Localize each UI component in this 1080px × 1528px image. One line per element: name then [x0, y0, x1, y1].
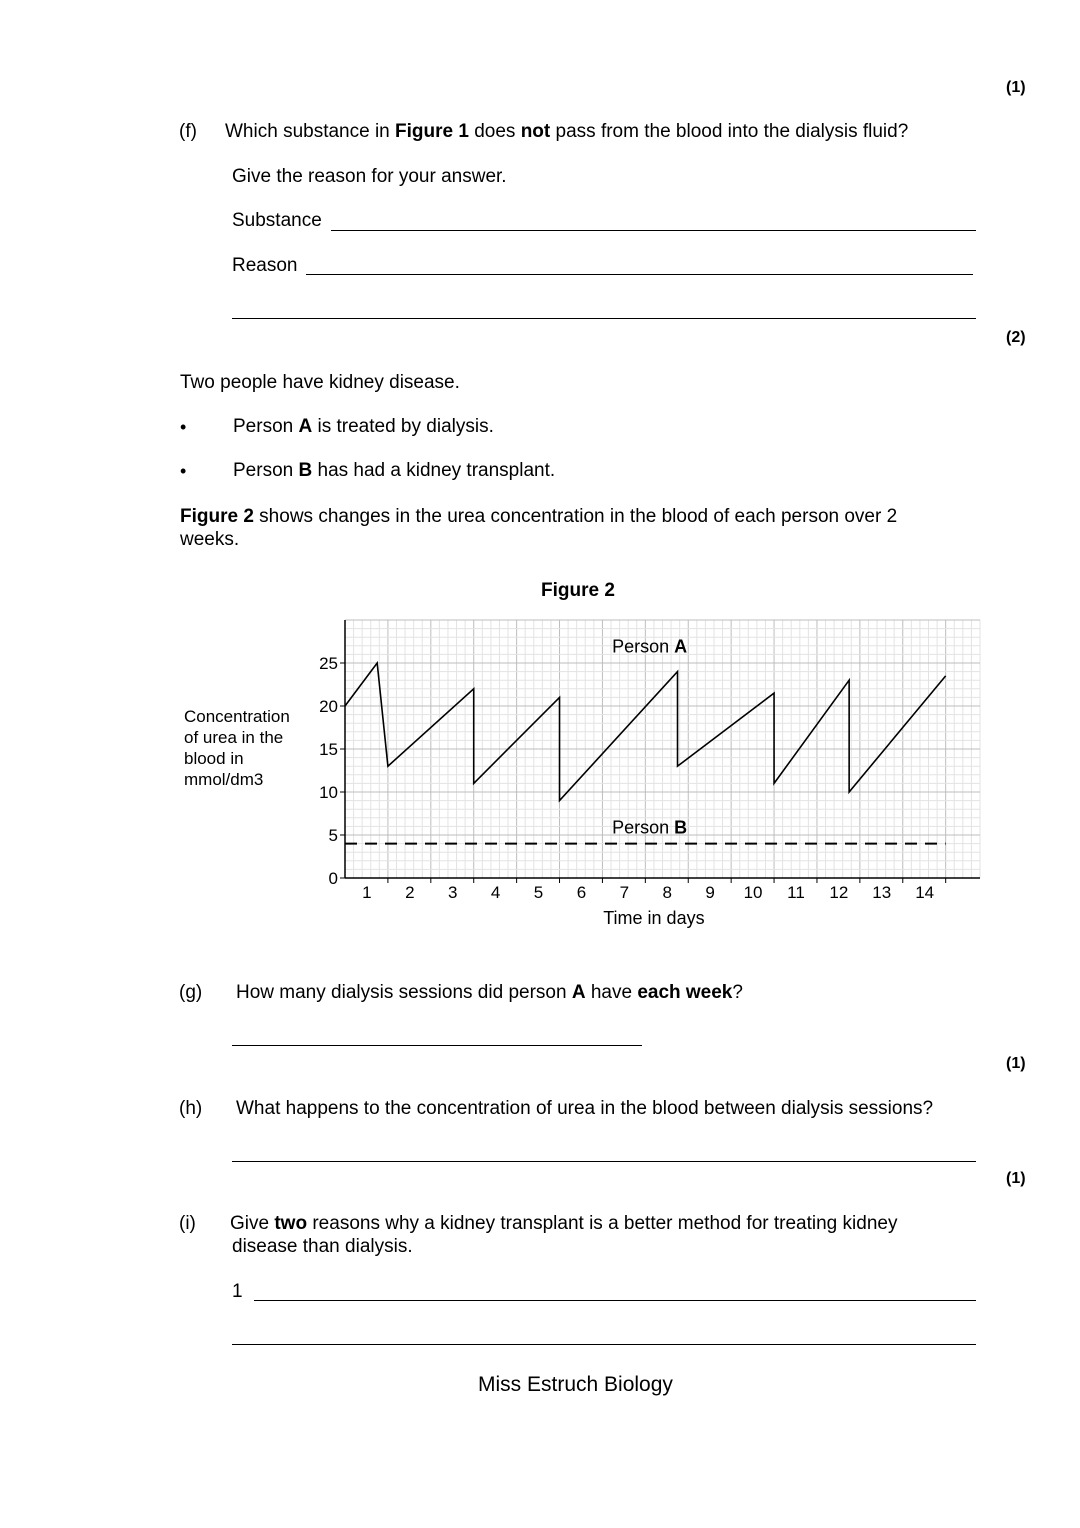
- y-axis-label-line: mmol/dm3: [184, 770, 264, 789]
- reason-answer-line-1[interactable]: [306, 274, 973, 275]
- y-axis-label-line: blood in: [184, 749, 244, 768]
- series-label-person-b: Person B: [612, 817, 688, 838]
- question-f-label: (f): [179, 121, 197, 142]
- x-tick-label: 11: [787, 883, 805, 902]
- intro-line: Two people have kidney disease.: [180, 372, 460, 393]
- x-axis-label: Time in days: [603, 908, 705, 928]
- y-tick-label: 5: [328, 826, 338, 845]
- question-i-text-cont: disease than dialysis.: [232, 1236, 413, 1257]
- substance-answer-line[interactable]: [331, 230, 976, 231]
- y-tick-label: 20: [319, 697, 338, 716]
- question-i-answer-line-1[interactable]: [254, 1300, 976, 1301]
- question-h-answer-line[interactable]: [232, 1161, 976, 1162]
- question-g-answer-line[interactable]: [232, 1045, 642, 1046]
- footer-text: Miss Estruch Biology: [478, 1373, 673, 1396]
- marks-3: (1): [1006, 1055, 1026, 1072]
- question-f-text: Which substance in Figure 1 does not pass from the blood into the dialysis fluid?: [225, 121, 909, 142]
- question-i-label: (i): [179, 1213, 196, 1234]
- question-h-label: (h): [179, 1098, 203, 1119]
- x-tick-label: 3: [447, 883, 458, 902]
- question-i-answer-line-2[interactable]: [232, 1344, 976, 1345]
- marks-4: (1): [1006, 1170, 1026, 1187]
- x-tick-label: 2: [405, 883, 415, 902]
- chart-title: Figure 2: [541, 580, 615, 601]
- x-tick-label: 14: [915, 883, 935, 902]
- answer-number-1: 1: [232, 1281, 243, 1302]
- figure-2-chart: [170, 580, 990, 940]
- y-tick-label: 0: [328, 869, 338, 888]
- x-tick-label: 8: [662, 883, 672, 902]
- question-h-text: What happens to the concentration of urea in the blood between dialysis sessions?: [236, 1098, 934, 1119]
- question-i-text: Give two reasons why a kidney transplant is a better method for treating kidney: [230, 1213, 898, 1234]
- y-tick-label: 15: [319, 740, 338, 759]
- x-tick-label: 6: [576, 883, 587, 902]
- person-a-text: Person A is treated by dialysis.: [233, 416, 494, 437]
- x-tick-label: 12: [829, 883, 849, 902]
- figure-2-description: Figure 2 shows changes in the urea concentration in the blood of each person over 2: [180, 506, 898, 527]
- x-tick-label: 5: [533, 883, 544, 902]
- series-label-person-a: Person A: [612, 636, 688, 657]
- x-tick-label: 10: [743, 883, 763, 902]
- y-tick-label: 25: [319, 654, 338, 673]
- x-tick-label: 13: [872, 883, 892, 902]
- y-axis-label-line: of urea in the: [184, 728, 284, 747]
- y-axis-label-line: Concentration: [184, 707, 290, 726]
- marks-1: (1): [1006, 79, 1026, 96]
- figure-2-description-cont: weeks.: [180, 529, 240, 550]
- marks-2: (2): [1006, 329, 1026, 346]
- x-tick-label: 9: [705, 883, 715, 902]
- y-tick-label: 10: [319, 783, 338, 802]
- question-f-instruction: Give the reason for your answer.: [232, 166, 507, 187]
- reason-label: Reason: [232, 255, 298, 276]
- reason-answer-line-2[interactable]: [232, 318, 976, 319]
- question-g-text: How many dialysis sessions did person A have each week?: [236, 982, 743, 1003]
- bullet-b: •: [180, 461, 187, 481]
- x-tick-label: 4: [490, 883, 501, 902]
- person-b-text: Person B has had a kidney transplant.: [233, 460, 556, 481]
- x-tick-label: 1: [362, 883, 372, 902]
- bullet-a: •: [180, 417, 187, 437]
- x-tick-label: 7: [619, 883, 630, 902]
- substance-label: Substance: [232, 210, 322, 231]
- question-g-label: (g): [179, 982, 203, 1003]
